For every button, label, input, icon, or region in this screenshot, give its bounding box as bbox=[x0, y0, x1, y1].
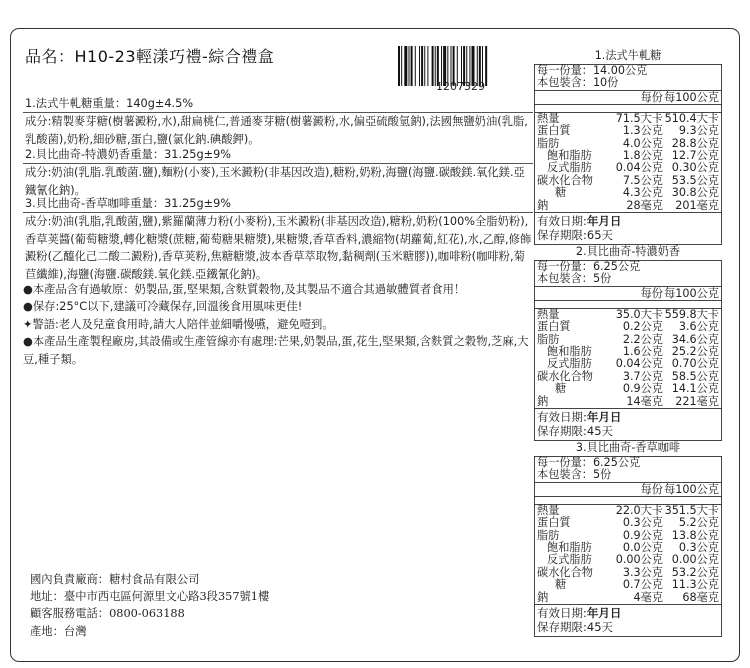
per-100g-value: 30.8公克 bbox=[671, 186, 719, 200]
per-serving-value: 35.0大卡 bbox=[615, 307, 663, 321]
nutrient-name: 蛋白質 bbox=[537, 124, 571, 138]
servings-per-pack: 本包裝含：5份 bbox=[535, 273, 721, 286]
col-per-serving: 每份 bbox=[640, 90, 663, 104]
per-100g-value: 68毫克 bbox=[682, 590, 719, 604]
per-100g-value: 25.2公克 bbox=[671, 345, 719, 359]
nutrient-name: 脂肪 bbox=[537, 136, 560, 150]
serving-size: 每一份量：6.25公克 bbox=[537, 456, 641, 469]
per-100g-value: 0.00公克 bbox=[671, 553, 719, 567]
nutrition-caption: 2.貝比曲奇-特濃奶香 bbox=[575, 245, 681, 258]
per-serving-value: 0.7公克 bbox=[622, 578, 663, 592]
facility-note: ●本產品生產製程廠房,其設備或生產管線亦有處理:芒果,奶製品,蛋,花生,堅果類,含麩質之穀物,芝麻,大豆,種子類。 bbox=[23, 335, 529, 366]
per-100g-value: 12.7公克 bbox=[671, 149, 719, 163]
section-ingredients: 成分:精製麥芽糖(樹薯澱粉,水),甜扁桃仁,普通麥芽糖(樹薯澱粉,水,偏亞硫酸氫鈉),法國無鹽奶油(乳脂,乳酸菌),奶粉,細砂糖,蛋白,鹽(氯化鈉.碘酸鉀)。 bbox=[25, 115, 528, 146]
servings-per-pack: 本包裝含：10份 bbox=[535, 77, 721, 90]
per-100g-value: 3.6公克 bbox=[678, 320, 719, 334]
col-per-serving: 每份 bbox=[640, 482, 663, 496]
shelf-life: 保存期限:65天 bbox=[537, 227, 614, 242]
per-serving-value: 1.3公克 bbox=[622, 124, 663, 138]
per-100g-value: 0.30公克 bbox=[671, 161, 719, 175]
nutrient-name: 飽和脂肪 bbox=[547, 345, 592, 359]
ingredient-section-vanilla-coffee-cookie bbox=[23, 195, 533, 283]
nutrient-name: 反式脂肪 bbox=[547, 553, 592, 567]
per-100g-value: 0.3公克 bbox=[678, 541, 719, 555]
per-100g-value: 58.5公克 bbox=[671, 369, 719, 383]
nutrition-row bbox=[535, 358, 721, 370]
nutrient-name: 反式脂肪 bbox=[547, 161, 592, 175]
nutrient-name: 蛋白質 bbox=[537, 320, 571, 334]
origin: 產地：台灣 bbox=[30, 624, 87, 638]
nutrition-row bbox=[535, 321, 721, 333]
expiry-value: 年月日 bbox=[586, 606, 622, 621]
allergen-note: ●本產品含有過敏原：奶製品,蛋,堅果類,含麩質穀物,及其製品不適合其過敏體質者食用！ bbox=[23, 283, 466, 296]
col-per-100g: 每100公克 bbox=[664, 482, 719, 496]
per-serving-value: 0.04公克 bbox=[615, 161, 663, 175]
per-100g-value: 53.2公克 bbox=[671, 565, 719, 579]
nutrition-row bbox=[535, 396, 721, 408]
section-heading: 3.貝比曲奇-香草咖啡重量：31.25g±9% bbox=[23, 195, 533, 213]
manufacturer-name: 國內負責廠商：糖村食品有限公司 bbox=[30, 573, 200, 586]
per-serving-value: 7.5公克 bbox=[622, 173, 663, 187]
nutrient-name: 鈉 bbox=[537, 590, 549, 604]
per-serving-value: 3.7公克 bbox=[622, 369, 663, 383]
per-100g-value: 201毫克 bbox=[675, 198, 719, 212]
per-serving-value: 28毫克 bbox=[626, 198, 663, 212]
customer-service-phone: 顧客服務電話：0800-063188 bbox=[30, 607, 185, 621]
per-100g-value: 53.5公克 bbox=[671, 173, 719, 187]
per-serving-value: 4.3公克 bbox=[622, 186, 663, 200]
nutrient-name: 糖 bbox=[555, 578, 567, 592]
nutrition-caption: 1.法式牛軋糖 bbox=[594, 49, 662, 62]
nutrition-row bbox=[535, 125, 721, 137]
nutrient-name: 鈉 bbox=[537, 198, 549, 212]
nutrition-row bbox=[535, 162, 721, 174]
nutrition-row bbox=[535, 579, 721, 591]
per-serving-value: 71.5大卡 bbox=[615, 111, 663, 125]
shelf-life: 保存期限:45天 bbox=[537, 423, 614, 438]
per-serving-value: 2.2公克 bbox=[622, 332, 663, 346]
per-serving-value: 4.0公克 bbox=[622, 136, 663, 150]
nutrition-header bbox=[535, 483, 721, 497]
expiry-date: 有效日期:年月日 bbox=[537, 410, 622, 425]
col-per-serving: 每份 bbox=[640, 286, 663, 300]
nutrient-name: 熱量 bbox=[537, 307, 560, 321]
nutrition-panel bbox=[534, 48, 722, 245]
nutrient-name: 飽和脂肪 bbox=[547, 149, 592, 163]
per-100g-value: 221毫克 bbox=[675, 394, 719, 408]
per-serving-value: 0.3公克 bbox=[622, 516, 663, 530]
manufacturer-info bbox=[30, 571, 290, 640]
per-serving-value: 0.0公克 bbox=[622, 541, 663, 555]
nutrient-name: 熱量 bbox=[537, 111, 560, 125]
col-per-100g: 每100公克 bbox=[664, 286, 719, 300]
serving-size: 每一份量：6.25公克 bbox=[537, 260, 641, 273]
nutrition-header bbox=[535, 287, 721, 301]
col-per-100g: 每100公克 bbox=[664, 90, 719, 104]
nutrition-panel bbox=[534, 244, 722, 441]
per-100g-value: 11.3公克 bbox=[671, 578, 719, 592]
ingredient-section-milk-cookie bbox=[23, 146, 533, 199]
expiry-block bbox=[535, 604, 721, 636]
per-100g-value: 510.4大卡 bbox=[664, 111, 719, 125]
notes-block bbox=[23, 281, 533, 368]
servings-per-pack: 本包裝含：5份 bbox=[535, 469, 721, 482]
per-serving-value: 22.0大卡 bbox=[615, 503, 663, 517]
shelf-life: 保存期限:45天 bbox=[537, 619, 614, 634]
per-100g-value: 14.1公克 bbox=[671, 382, 719, 396]
nutrient-name: 糖 bbox=[555, 382, 567, 396]
per-serving-value: 14毫克 bbox=[626, 394, 663, 408]
expiry-value: 年月日 bbox=[586, 214, 622, 229]
per-100g-value: 559.8大卡 bbox=[664, 307, 719, 321]
nutrition-table bbox=[534, 260, 722, 441]
nutrition-table bbox=[534, 456, 722, 637]
nutrient-name: 蛋白質 bbox=[537, 516, 571, 530]
per-serving-value: 0.9公克 bbox=[622, 382, 663, 396]
nutrient-name: 脂肪 bbox=[537, 528, 560, 542]
per-serving-value: 0.04公克 bbox=[615, 357, 663, 371]
nutrition-table bbox=[534, 64, 722, 245]
per-100g-value: 5.2公克 bbox=[678, 516, 719, 530]
nutrition-row bbox=[535, 187, 721, 199]
nutrition-row bbox=[535, 554, 721, 566]
nutrient-name: 碳水化合物 bbox=[537, 565, 593, 579]
per-serving-value: 4毫克 bbox=[633, 590, 663, 604]
section-ingredients: 成分:奶油(乳脂,乳酸菌,鹽),紫羅蘭薄力粉(小麥粉),玉米澱粉(非基因改造),糖粉,奶粉(100%全脂奶粉),香草荚醬(葡萄糖漿,轉化糖漿(蔗糖,葡萄糖果糖漿),果糖漿,香草香料,濃縮物(胡蘿蔔,紅花),水,乙醇,修飾澱粉(乙醯化己二酸二澱粉),香草荚粉,焦糖糖漿,波本香草萃取物,黏稠劑(玉米糖膠)),咖啡粉(咖啡粉,菊苣纖維),海鹽(海鹽.碳酸鎂.氧化鎂.亞鐵氰化鈉)。 bbox=[25, 215, 532, 281]
nutrient-name: 碳水化合物 bbox=[537, 369, 593, 383]
expiry-date: 有效日期:年月日 bbox=[537, 606, 622, 621]
expiry-date: 有效日期:年月日 bbox=[537, 214, 622, 229]
barcode-number: 1207329 bbox=[436, 80, 485, 93]
nutrient-name: 鈉 bbox=[537, 394, 549, 408]
nutrient-name: 糖 bbox=[555, 186, 567, 200]
expiry-block bbox=[535, 212, 721, 244]
product-title: 品名：H10-23輕漾巧禮-綜合禮盒 bbox=[25, 47, 275, 66]
nutrition-row bbox=[535, 592, 721, 604]
section-heading: 1.法式牛軋糖重量：140g±4.5% bbox=[23, 95, 533, 113]
serving-size: 每一份量：14.00公克 bbox=[537, 64, 648, 77]
per-100g-value: 13.8公克 bbox=[671, 528, 719, 542]
storage-note: ●保存:25°C以下,建議可冷藏保存,回溫後食用風味更佳! bbox=[23, 300, 303, 314]
nutrition-caption: 3.貝比曲奇-香草咖啡 bbox=[575, 441, 681, 454]
nutrient-name: 碳水化合物 bbox=[537, 173, 593, 187]
per-serving-value: 0.9公克 bbox=[622, 528, 663, 542]
nutrient-name: 反式脂肪 bbox=[547, 357, 592, 371]
per-serving-value: 3.3公克 bbox=[622, 565, 663, 579]
per-serving-value: 0.00公克 bbox=[615, 553, 663, 567]
per-100g-value: 0.70公克 bbox=[671, 357, 719, 371]
per-100g-value: 9.3公克 bbox=[678, 124, 719, 138]
per-100g-value: 34.6公克 bbox=[671, 332, 719, 346]
per-serving-value: 1.6公克 bbox=[622, 345, 663, 359]
per-serving-value: 1.8公克 bbox=[622, 149, 663, 163]
expiry-block bbox=[535, 408, 721, 440]
nutrient-name: 脂肪 bbox=[537, 332, 560, 346]
nutrition-row bbox=[535, 383, 721, 395]
nutrition-row bbox=[535, 200, 721, 212]
expiry-value: 年月日 bbox=[586, 410, 622, 425]
manufacturer-address: 地址：臺中市西屯區何源里文心路3段357號1樓 bbox=[30, 590, 270, 604]
section-heading: 2.貝比曲奇-特濃奶香重量：31.25g±9% bbox=[23, 146, 533, 164]
ingredient-section-nougat bbox=[23, 95, 533, 148]
nutrition-row bbox=[535, 517, 721, 529]
nutrient-name: 熱量 bbox=[537, 503, 560, 517]
per-serving-value: 0.2公克 bbox=[622, 320, 663, 334]
per-100g-value: 28.8公克 bbox=[671, 136, 719, 150]
section-ingredients: 成分:奶油(乳脂.乳酸菌.鹽),麵粉(小麥),玉米澱粉(非基因改造),糖粉,奶粉,海鹽(海鹽.碳酸鎂.氧化鎂.亞鐵氰化鈉)。 bbox=[25, 166, 525, 197]
per-100g-value: 351.5大卡 bbox=[664, 503, 719, 517]
warning-note: ✦警語:老人及兒童食用時,請大人陪伴並細嚼慢嚥，避免噎到。 bbox=[23, 317, 334, 331]
nutrition-panel bbox=[534, 440, 722, 637]
nutrient-name: 飽和脂肪 bbox=[547, 541, 592, 555]
nutrition-header bbox=[535, 91, 721, 105]
